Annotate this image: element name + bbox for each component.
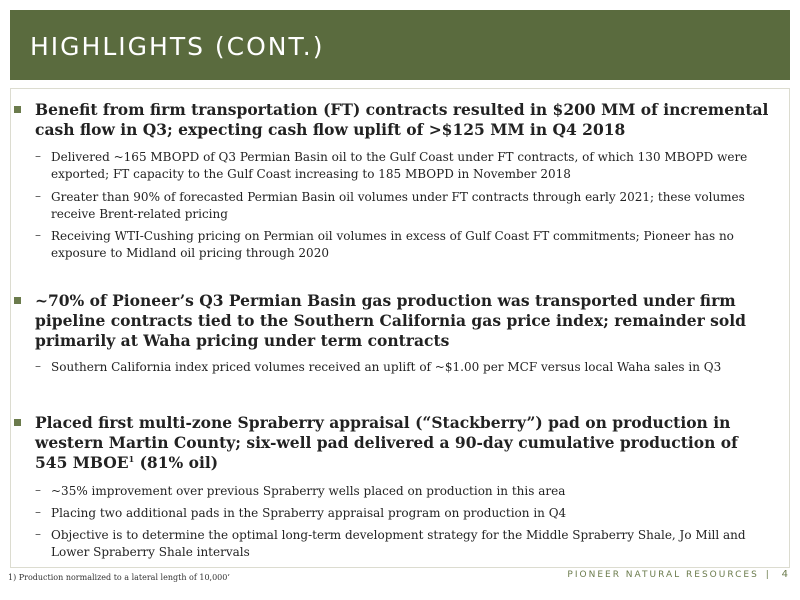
sub-bullet-text: Receiving WTI-Cushing pricing on Permian oil volumes in excess of Gulf Coast FT commitments; Pioneer has no exposure to Midland oil pricing through 2020 [51, 229, 734, 260]
dash-icon: – [35, 527, 41, 541]
square-bullet-icon [14, 297, 21, 304]
dash-icon: – [35, 228, 41, 242]
sub-bullet-text: Delivered ~165 MBOPD of Q3 Permian Basin oil to the Gulf Coast under FT contracts, of which 130 MBOPD were exported; FT capacity to the Gulf Coast increasing to 185 MBOPD in November 2018 [51, 150, 748, 181]
footer-separator: | [765, 570, 771, 580]
bullet-text: ~70% of Pioneer’s Q3 Permian Basin gas production was transported under firm pipeline contracts tied to the Southern California gas price index; remainder sold primarily at Waha pricing under term contracts [35, 291, 746, 350]
sub-bullet-text: Placing two additional pads in the Spraberry appraisal program on production in Q4 [51, 506, 567, 520]
dash-icon: – [35, 483, 41, 497]
sub-bullet-text: Southern California index priced volumes received an uplift of ~$1.00 per MCF versus local Waha sales in Q3 [51, 360, 722, 374]
bullet-text-part: (81% oil) [134, 453, 219, 472]
bullet-text [35, 413, 775, 473]
page-number: 4 [781, 569, 788, 580]
dash-icon: – [35, 505, 41, 519]
square-bullet-icon [14, 419, 21, 426]
company-name: PIONEER NATURAL RESOURCES [567, 570, 759, 580]
bullet-text-part: Placed first multi-zone Spraberry appraisal (“Stackberry”) pad on production in western Martin County; six-well pad delivered a 90-day cumulative production of 545 MBOE [35, 413, 738, 472]
dash-icon: – [35, 359, 41, 373]
footnote-marker: 1 [128, 453, 135, 464]
footnote: 1) Production normalized to a lateral length of 10,000’ [8, 573, 230, 582]
page-title: HIGHLIGHTS (CONT.) [30, 32, 325, 61]
dash-icon: – [35, 149, 41, 163]
sub-bullet-text: ~35% improvement over previous Spraberry wells placed on production in this area [51, 484, 566, 498]
dash-icon: – [35, 189, 41, 203]
bullet-text: Benefit from firm transportation (FT) contracts resulted in $200 MM of incremental cash flow in Q3; expecting cash flow uplift of >$125 MM in Q4 2018 [35, 100, 769, 139]
square-bullet-icon [14, 106, 21, 113]
sub-bullet-text: Objective is to determine the optimal long-term development strategy for the Middle Spraberry Shale, Jo Mill and Lower Spraberry Shale intervals [51, 528, 746, 559]
sub-bullet-text: Greater than 90% of forecasted Permian Basin oil volumes under FT contracts through early 2021; these volumes receive Brent-related pricing [51, 190, 745, 221]
title-banner [10, 10, 790, 80]
footer-branding [567, 569, 788, 580]
